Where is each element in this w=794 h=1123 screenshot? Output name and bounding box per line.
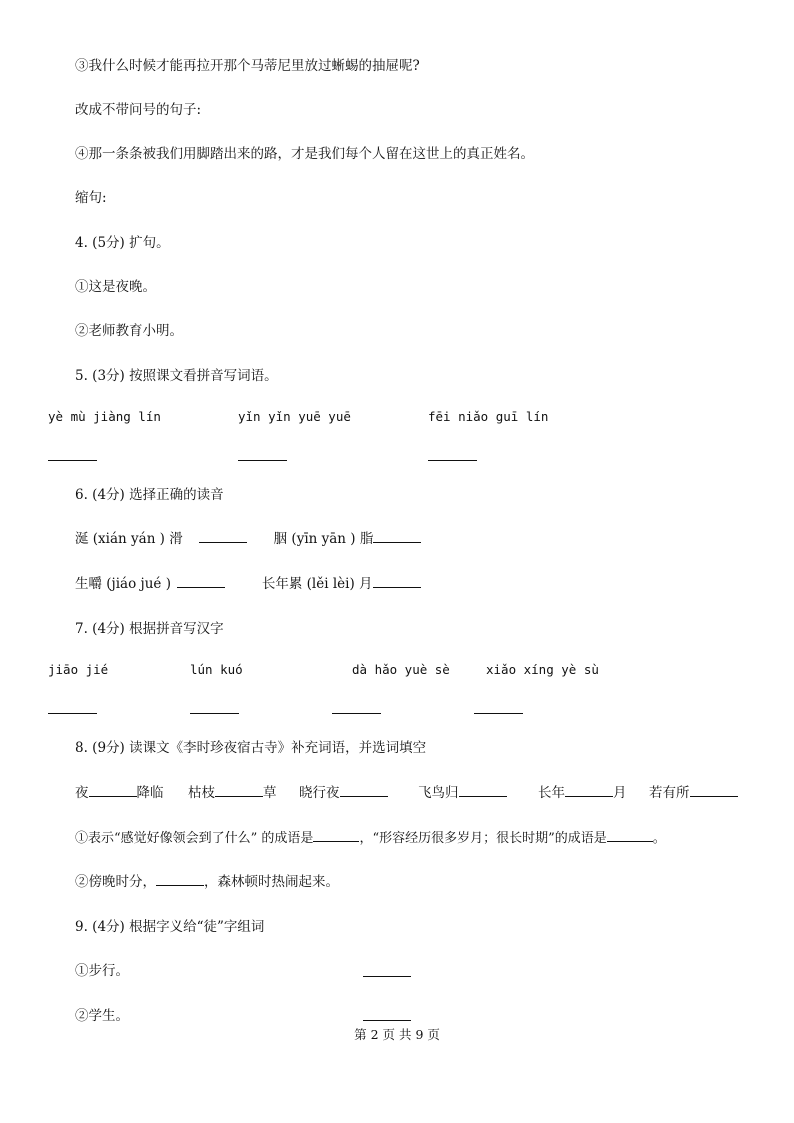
q6-row1-a-text: 涎 (xián yán ) 滑 <box>75 531 183 547</box>
q6-row-1 <box>75 530 421 548</box>
q8-word-5 <box>538 784 627 802</box>
q8-s1-part-b: ，“形容经历很多岁月；很长时期”的成语是 <box>359 831 607 846</box>
q6-row2-a-text: 生嚼 (jiáo jué ) <box>75 576 171 592</box>
q8-word-5-post: 月 <box>613 785 627 801</box>
q4-item-2: ②老师教育小明。 <box>75 323 183 339</box>
q5-title: 5. (3分) 按照课文看拼音写词语。 <box>75 368 278 384</box>
q8-word-3-blank[interactable] <box>340 784 388 797</box>
q9-item-2: ②学生。 <box>75 1008 129 1024</box>
q6-title: 6. (4分) 选择正确的读音 <box>75 487 224 503</box>
q6-row2-b-text: 长年累 (lěi lèi) 月 <box>261 576 373 592</box>
q7-pinyin-4: xiǎo xíng yè sù <box>486 662 599 677</box>
q6-row1-a-blank[interactable] <box>199 530 247 543</box>
q9-title: 9. (4分) 根据字义给“徒”字组词 <box>75 919 265 935</box>
q9-answer-blank-1[interactable] <box>363 976 411 977</box>
q8-sentence-2 <box>75 873 339 891</box>
q5-answer-blank-1[interactable] <box>48 460 97 461</box>
q8-s2-blank[interactable] <box>156 873 204 886</box>
q8-word-2-blank[interactable] <box>215 784 263 797</box>
q7-answer-blank-1[interactable] <box>48 713 97 714</box>
q8-word-4-blank[interactable] <box>459 784 507 797</box>
q8-word-3-pre: 晓行夜 <box>299 785 340 801</box>
q4-title: 4. (5分) 扩句。 <box>75 235 170 251</box>
q8-word-6 <box>649 784 738 802</box>
q7-pinyin-3: dà hǎo yuè sè <box>352 662 450 677</box>
q8-word-1 <box>75 784 164 802</box>
q8-s1-part-a: ①表示“感觉好像领会到了什么” 的成语是 <box>75 831 314 846</box>
q7-answer-blank-2[interactable] <box>190 713 239 714</box>
q8-word-6-pre: 若有所 <box>649 785 690 801</box>
q8-word-2-pre: 枯枝 <box>188 785 215 801</box>
q6-row2-a-blank[interactable] <box>177 575 225 588</box>
q8-word-1-post: 降临 <box>136 785 164 801</box>
q8-sentence-1 <box>75 829 666 848</box>
q8-word-2 <box>188 784 277 802</box>
q5-answer-blank-2[interactable] <box>238 460 287 461</box>
q8-s2-part-b: ，森林顿时热闹起来。 <box>204 874 339 890</box>
q5-answer-blank-3[interactable] <box>428 460 477 461</box>
q8-word-1-blank[interactable] <box>89 784 137 797</box>
q3-sentence-3: ③我什么时候才能再拉开那个马蒂尼里放过蜥蜴的抽屉呢? <box>75 58 420 74</box>
q4-item-1: ①这是夜晚。 <box>75 279 156 295</box>
q7-answer-blank-4[interactable] <box>474 713 523 714</box>
q8-word-1-pre: 夜 <box>75 785 89 801</box>
q3-sentence-3-instruction: 改成不带问号的句子: <box>75 102 202 118</box>
q3-sentence-4-instruction: 缩句: <box>75 190 107 206</box>
page-number-footer: 第 2 页 共 9 页 <box>354 1027 440 1042</box>
q6-row2-b-blank[interactable] <box>373 575 421 588</box>
q9-item-1: ①步行。 <box>75 963 129 979</box>
q7-pinyin-2: lún kuó <box>190 662 243 677</box>
q8-word-5-blank[interactable] <box>565 784 613 797</box>
q7-pinyin-1: jiāo jié <box>48 662 109 677</box>
q9-answer-blank-2[interactable] <box>363 1020 411 1021</box>
q5-pinyin-2: yǐn yǐn yuē yuē <box>238 409 351 424</box>
q7-title: 7. (4分) 根据拼音写汉字 <box>75 621 224 637</box>
q8-s2-part-a: ②傍晚时分， <box>75 874 156 890</box>
q8-title: 8. (9分) 读课文《李时珍夜宿古寺》补充词语，并选词填空 <box>75 740 427 756</box>
q8-s1-blank-1[interactable] <box>313 829 359 842</box>
q5-pinyin-1: yè mù jiàng lín <box>48 409 161 424</box>
q8-word-3 <box>299 784 388 802</box>
q3-sentence-4: ④那一条条被我们用脚踏出来的路，才是我们每个人留在这世上的真正姓名。 <box>75 146 534 162</box>
q5-pinyin-3: fēi niǎo guī lín <box>428 409 549 424</box>
q8-s1-blank-2[interactable] <box>607 829 653 842</box>
q8-word-6-blank[interactable] <box>690 784 738 797</box>
q6-row1-b-text: 胭 (yīn yān ) 脂 <box>273 531 374 547</box>
q7-answer-blank-3[interactable] <box>332 713 381 714</box>
q6-row1-b-blank[interactable] <box>373 530 421 543</box>
q8-word-2-post: 草 <box>263 785 277 801</box>
q8-word-5-pre: 长年 <box>538 785 565 801</box>
q6-row-2 <box>75 575 421 593</box>
q8-s1-part-c: 。 <box>652 831 666 846</box>
q8-word-4 <box>418 784 507 802</box>
q8-word-4-pre: 飞鸟归 <box>418 785 459 801</box>
